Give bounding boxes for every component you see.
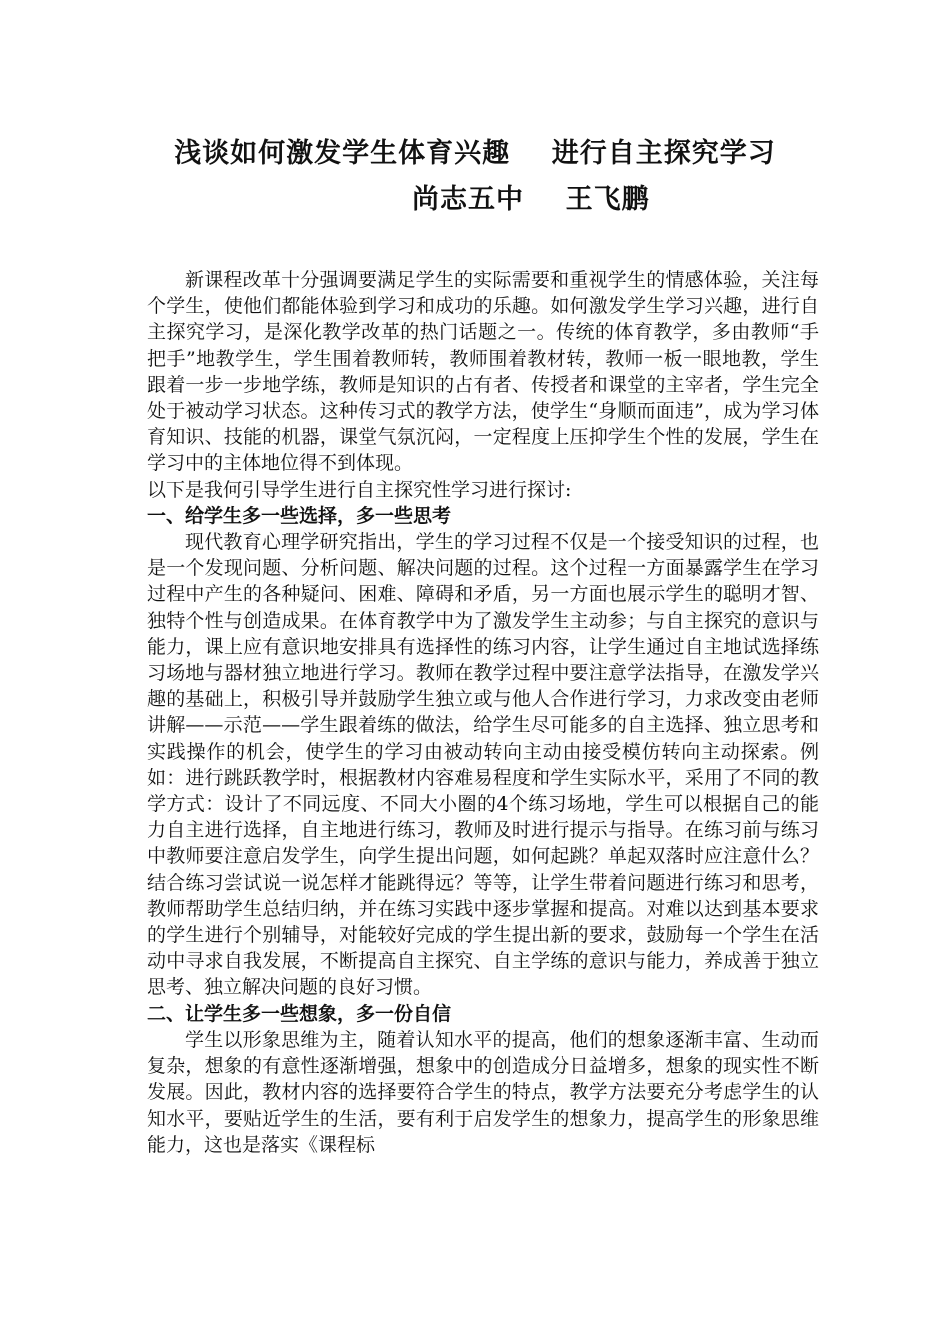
section-1-paragraph: 现代教育心理学研究指出，学生的学习过程不仅是一个接受知识的过程，也是一个发现问题、分析问题、解决问题的过程。这个过程一方面暴露学生在学习过程中产生的各种疑问、困难、障碍和矛盾，另一方面也展示学生的聪明才智、独特个性与创造成果。在体育教学中为了激发学生主动参；与自主探究的意识与能力，课上应有意识地安排具有选择性的练习内容，让学生通过自主地试选择练习场地与器材独立地进行学习。教师在教学过程中要注意学法指导，在激发学兴趣的基础上，积极引导并鼓励学生独立或与他人合作进行学习，力求改变由老师讲解——示范——学生跟着练的做法，给学生尽可能多的自主选择、独立思考和实践操作的机会，使学生的学习由被动转向主动由接受模仿转向主动探索。例如：进行跳跃教学时，根据教材内容难易程度和学生实际水平，采用了不同的教学方式：设计了不同远度、不同大小圈的4个练习场地，学生可以根据自己的能力自主进行选择，自主地进行练习，教师及时进行提示与指导。在练习前与练习中教师要注意启发学生，向学生提出问题，如何起跳？单起双落时应注意什么？结合练习尝试说一说怎样才能跳得远？等等，让学生带着问题进行练习和思考，教师帮助学生总结归纳，并在练习实践中逐步掌握和提高。对难以达到基本要求的学生进行个别辅导，对能较好完成的学生提出新的要求，鼓励每一个学生在活动中寻求自我发展，不断提高自主探究、自主学练的意识与能力，养成善于独立思考、独立解决问题的良好习惯。 [147,531,819,999]
lead-paragraph: 以下是我何引导学生进行自主探究性学习进行探讨: [147,478,572,501]
section-heading-1: 一、给学生多一些选择，多一些思考 [147,504,452,527]
section-2-paragraph: 学生以形象思维为主，随着认知水平的提高，他们的想象逐渐丰富、生动而复杂，想象的有意性逐渐增强，想象中的创造成分日益增多，想象的现实性不断发展。因此，教材内容的选择要符合学生的特点，教学方法要充分考虑学生的认知水平，要贴近学生的生活，要有利于启发学生的想象力，提高学生的形象思维能力，这也是落实《课程标 [147,1028,819,1156]
document-author: 尚志五中 王飞鹏 [412,184,650,215]
document-body [147,267,819,1158]
document-title: 浅谈如何激发学生体育兴趣 进行自主探究学习 [174,138,776,169]
intro-paragraph: 新课程改革十分强调要满足学生的实际需要和重视学生的情感体验，关注每个学生，使他们都能体验到学习和成功的乐趣。如何激发学生学习兴趣，进行自主探究学习，是深化教学改革的热门话题之一。传统的体育教学，多由教师“手把手”地教学生，学生围着教师转，教师围着教材转，教师一板一眼地教，学生跟着一步一步地学练，教师是知识的占有者、传授者和课堂的主宰者，学生完全处于被动学习状态。这种传习式的教学方法，使学生“身顺而面违”，成为学习体育知识、技能的机器，课堂气氛沉闷，一定程度上压抑学生个性的发展，学生在学习中的主体地位得不到体现。 [147,269,819,475]
section-heading-2: 二、让学生多一些想象，多一份自信 [147,1002,452,1025]
